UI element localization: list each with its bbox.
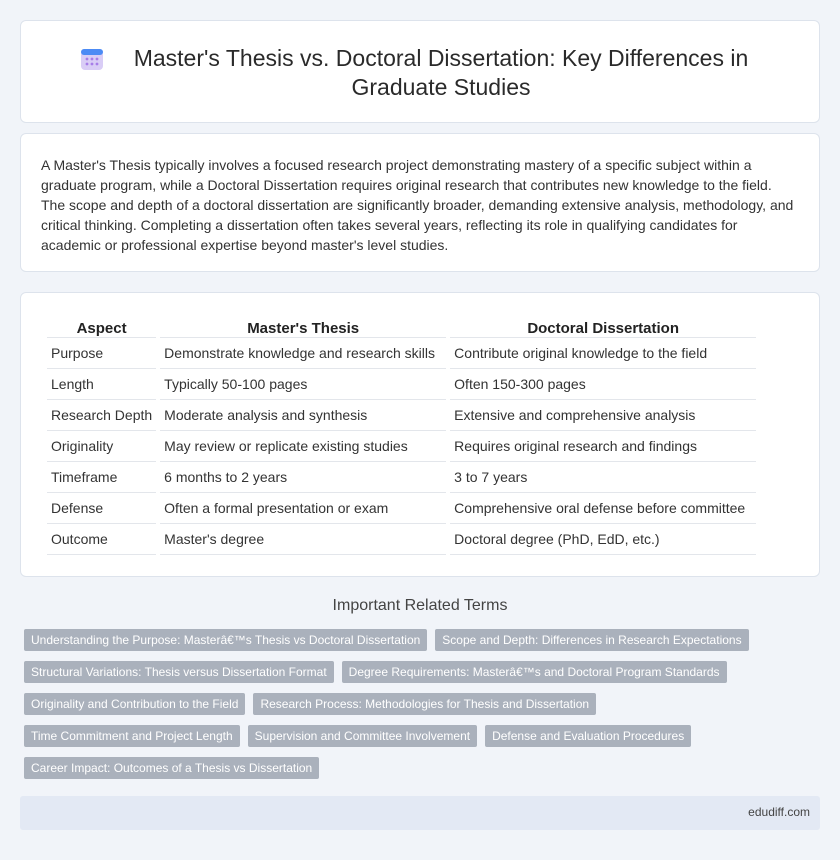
related-term-tag[interactable]: Research Process: Methodologies for Thesis and Dissertation <box>253 693 596 715</box>
cell-doctoral: Requires original research and findings <box>450 431 756 462</box>
related-term-tag[interactable]: Career Impact: Outcomes of a Thesis vs Dissertation <box>24 757 319 779</box>
cell-doctoral: Often 150-300 pages <box>450 369 756 400</box>
related-term-tag[interactable]: Defense and Evaluation Procedures <box>485 725 691 747</box>
cell-masters: Often a formal presentation or exam <box>160 493 446 524</box>
cell-doctoral: Extensive and comprehensive analysis <box>450 400 756 431</box>
cell-doctoral: Doctoral degree (PhD, EdD, etc.) <box>450 524 756 555</box>
table-row <box>47 369 756 400</box>
cell-doctoral: Comprehensive oral defense before committee <box>450 493 756 524</box>
header-masters-thesis: Master's Thesis <box>160 315 446 338</box>
related-terms-list <box>24 629 804 779</box>
cell-aspect: Defense <box>47 493 156 524</box>
table-row <box>47 338 756 369</box>
related-term-tag[interactable]: Structural Variations: Thesis versus Dissertation Format <box>24 661 334 683</box>
cell-aspect: Purpose <box>47 338 156 369</box>
table-header-row <box>47 315 756 338</box>
cell-masters: May review or replicate existing studies <box>160 431 446 462</box>
related-term-tag[interactable]: Originality and Contribution to the Field <box>24 693 245 715</box>
header-card <box>20 20 820 123</box>
cell-masters: Master's degree <box>160 524 446 555</box>
title-wrap <box>21 21 821 124</box>
cell-aspect: Research Depth <box>47 400 156 431</box>
table-row <box>47 400 756 431</box>
cell-aspect: Length <box>47 369 156 400</box>
cell-doctoral: Contribute original knowledge to the field <box>450 338 756 369</box>
comparison-table <box>43 315 760 555</box>
header-aspect: Aspect <box>47 315 156 338</box>
cell-masters: 6 months to 2 years <box>160 462 446 493</box>
cell-aspect: Originality <box>47 431 156 462</box>
table-row <box>47 524 756 555</box>
cell-doctoral: 3 to 7 years <box>450 462 756 493</box>
calendar-icon <box>79 46 105 72</box>
related-term-tag[interactable]: Degree Requirements: Masterâ€™s and Doctoral Program Standards <box>342 661 727 683</box>
intro-card <box>20 133 820 272</box>
cell-masters: Moderate analysis and synthesis <box>160 400 446 431</box>
page-title: Master's Thesis vs. Doctoral Dissertation: Key Differences in Graduate Studies <box>133 44 749 100</box>
cell-aspect: Timeframe <box>47 462 156 493</box>
related-terms-heading: Important Related Terms <box>332 597 508 614</box>
footer-site-link[interactable]: edudiff.com <box>748 805 810 819</box>
footer <box>20 796 820 830</box>
table-row <box>47 431 756 462</box>
related-term-tag[interactable]: Time Commitment and Project Length <box>24 725 240 747</box>
comparison-card <box>20 292 820 577</box>
related-term-tag[interactable]: Understanding the Purpose: Masterâ€™s Thesis vs Doctoral Dissertation <box>24 629 427 651</box>
table-row <box>47 462 756 493</box>
header-doctoral-dissertation: Doctoral Dissertation <box>450 315 756 338</box>
cell-aspect: Outcome <box>47 524 156 555</box>
cell-masters: Demonstrate knowledge and research skills <box>160 338 446 369</box>
related-term-tag[interactable]: Supervision and Committee Involvement <box>248 725 477 747</box>
cell-masters: Typically 50-100 pages <box>160 369 446 400</box>
related-term-tag[interactable]: Scope and Depth: Differences in Research Expectations <box>435 629 748 651</box>
intro-paragraph: A Master's Thesis typically involves a focused research project demonstrating mastery of a specific subject within a graduate program, while a Doctoral Dissertation requires original research that contributes new knowledge to the field. The scope and depth of a doctoral dissertation are significantly broader, demanding extensive analysis, methodology, and critical thinking. Completing a dissertation often takes several years, reflecting its role in qualifying candidates for academic or professional expertise beyond master's level studies. <box>41 157 794 253</box>
table-row <box>47 493 756 524</box>
